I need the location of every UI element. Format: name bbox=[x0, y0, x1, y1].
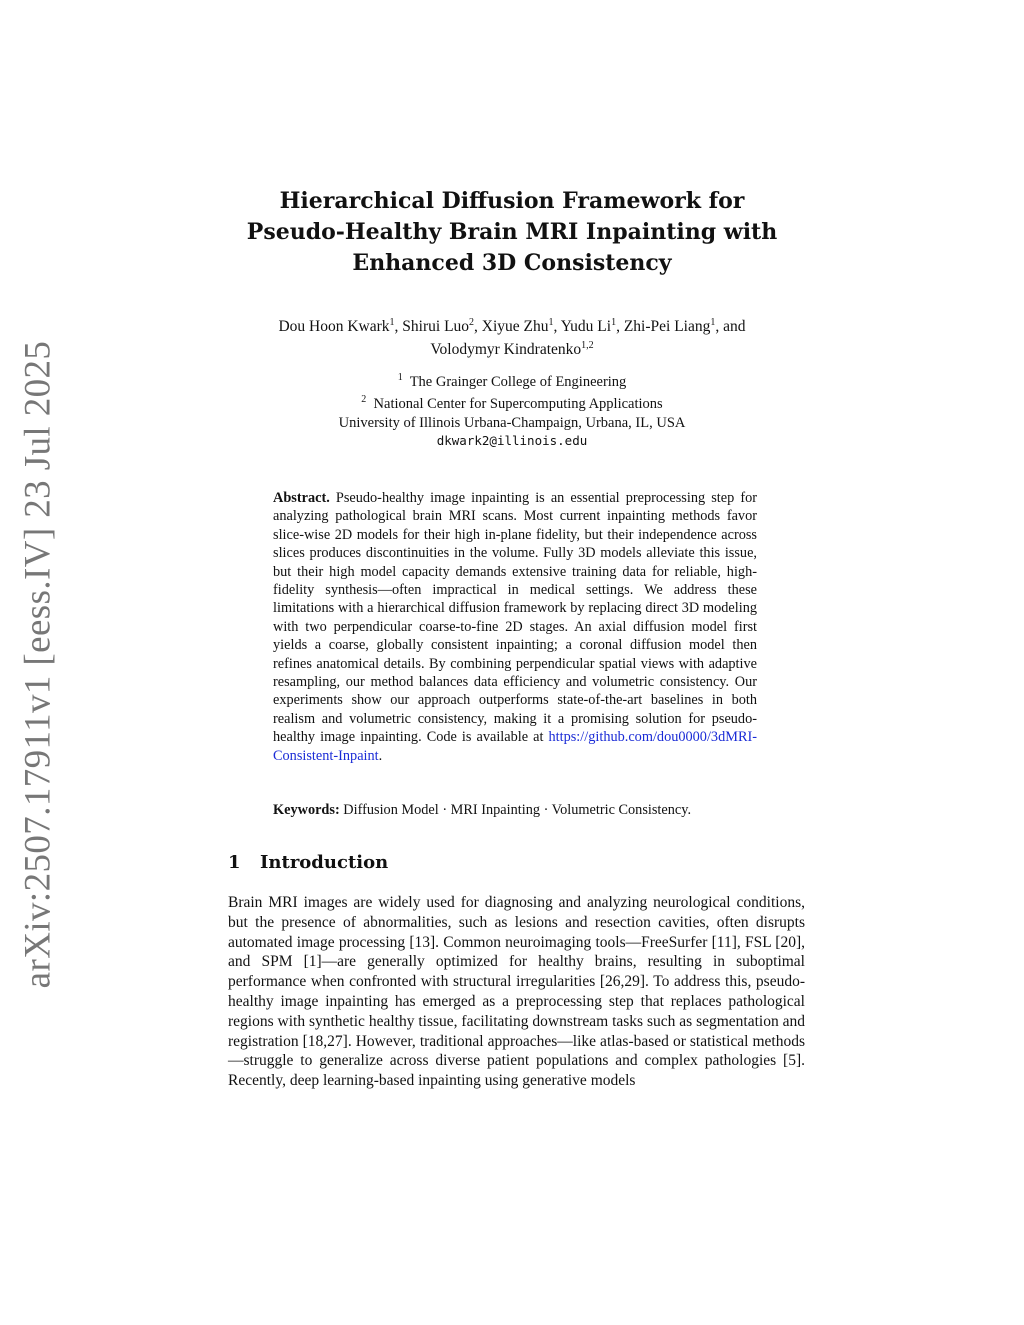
author-name: , Zhi-Pei Liang bbox=[616, 318, 711, 336]
affiliation-name: National Center for Supercomputing Applications bbox=[373, 396, 663, 413]
abstract-end-punctuation: . bbox=[378, 747, 383, 764]
abstract bbox=[273, 489, 757, 765]
author-affiliation-mark: 1,2 bbox=[581, 340, 594, 352]
arxiv-sidebar-identifier bbox=[8, 340, 68, 988]
author-line-2 bbox=[0, 336, 1024, 359]
affiliation-1 bbox=[0, 369, 1024, 391]
arxiv-id-text: arXiv:2507.17911v1 [eess.IV] 23 Jul 2025 bbox=[17, 340, 59, 988]
author-name: , Xiyue Zhu bbox=[474, 318, 549, 336]
author-affiliation-mark: 1 bbox=[548, 317, 554, 328]
author-affiliation-mark: 2 bbox=[469, 317, 475, 328]
section-heading-introduction bbox=[228, 851, 388, 875]
section-title: Introduction bbox=[260, 852, 389, 873]
keywords-text: Diffusion Model · MRI Inpainting · Volumetric Consistency. bbox=[343, 802, 692, 818]
title-line-1: Hierarchical Diffusion Framework for bbox=[279, 188, 745, 214]
affiliation-mark: 2 bbox=[361, 394, 367, 406]
paper-title bbox=[0, 186, 1024, 279]
author-affiliation-mark: 1 bbox=[710, 317, 716, 328]
abstract-text: Pseudo-healthy image inpainting is an essential preprocessing step for analyzing pathological brain MRI scans. Most current inpainting methods favor slice-wise 2D models for their high in-plane fidelity, but their independence across slices produces discontinuities in the volume. Fully 3D models alleviate this issue, but their high model capacity demands extensive training data for reliable, high-fidelity synthesis—often impractical in medical settings. We address these limitations with a hierarchical diffusion framework by replacing direct 3D modeling with two perpendicular coarse-to-fine 2D stages. An axial diffusion model first yields a coarse, globally consistent inpainting; a coronal diffusion model then refines anatomical details. By combining perpendicular spatial views with adaptive resampling, our method balances data efficiency and volumetric consistency. Our experiments show our approach outperforms state-of-the-art baselines in both realism and volumetric consistency, making it a promising solution for pseudo-healthy image inpainting. Code is available at bbox=[273, 490, 757, 746]
author-email[interactable]: dkwark2@illinois.edu bbox=[436, 433, 588, 449]
keywords-label: Keywords: bbox=[273, 802, 340, 818]
code-repository-link[interactable]: https://github.com/dou0000/3dMRI-Consistent-Inpaint bbox=[273, 729, 757, 764]
author-list bbox=[0, 313, 1024, 359]
title-line-2: Pseudo-Healthy Brain MRI Inpainting with bbox=[246, 219, 778, 245]
abstract-label: Abstract. bbox=[273, 490, 330, 506]
author-name: , Shirui Luo bbox=[394, 318, 470, 336]
introduction-paragraph: Brain MRI images are widely used for diagnosing and analyzing neurological conditions, but the presence of abnormalities, such as lesions and resection cavities, often disrupts automated image processing [13]. Common neuroimaging tools—FreeSurfer [11], FSL [20], and SPM [1]—are generally optimized for healthy brains, resulting in suboptimal performance when confronted with structural irregularities [26,29]. To address this, pseudo-healthy image inpainting has emerged as a preprocessing step that replaces pathological regions with synthetic healthy tissue, facilitating downstream tasks such as segmentation and registration [18,27]. However, traditional approaches—like atlas-based or statistical methods—struggle to generalize across diverse patient populations and complex pathologies [5]. Recently, deep learning-based inpainting using generative models bbox=[228, 894, 805, 1090]
university-line: University of Illinois Urbana-Champaign, Urbana, IL, USA bbox=[338, 414, 686, 431]
author-name: , Yudu Li bbox=[553, 318, 612, 336]
section-number: 1 bbox=[228, 852, 241, 873]
affiliations bbox=[0, 369, 1024, 451]
title-line-3: Enhanced 3D Consistency bbox=[352, 250, 672, 276]
affiliation-name: The Grainger College of Engineering bbox=[409, 373, 627, 390]
author-conjunction: , and bbox=[715, 318, 746, 336]
keywords bbox=[273, 801, 757, 819]
author-name: Dou Hoon Kwark bbox=[278, 318, 390, 336]
affiliation-mark: 1 bbox=[397, 372, 403, 383]
author-name: Volodymyr Kindratenko bbox=[430, 341, 582, 359]
author-affiliation-mark: 1 bbox=[389, 317, 395, 328]
author-affiliation-mark: 1 bbox=[611, 317, 617, 328]
affiliation-2 bbox=[0, 391, 1024, 413]
author-line-1 bbox=[0, 313, 1024, 336]
